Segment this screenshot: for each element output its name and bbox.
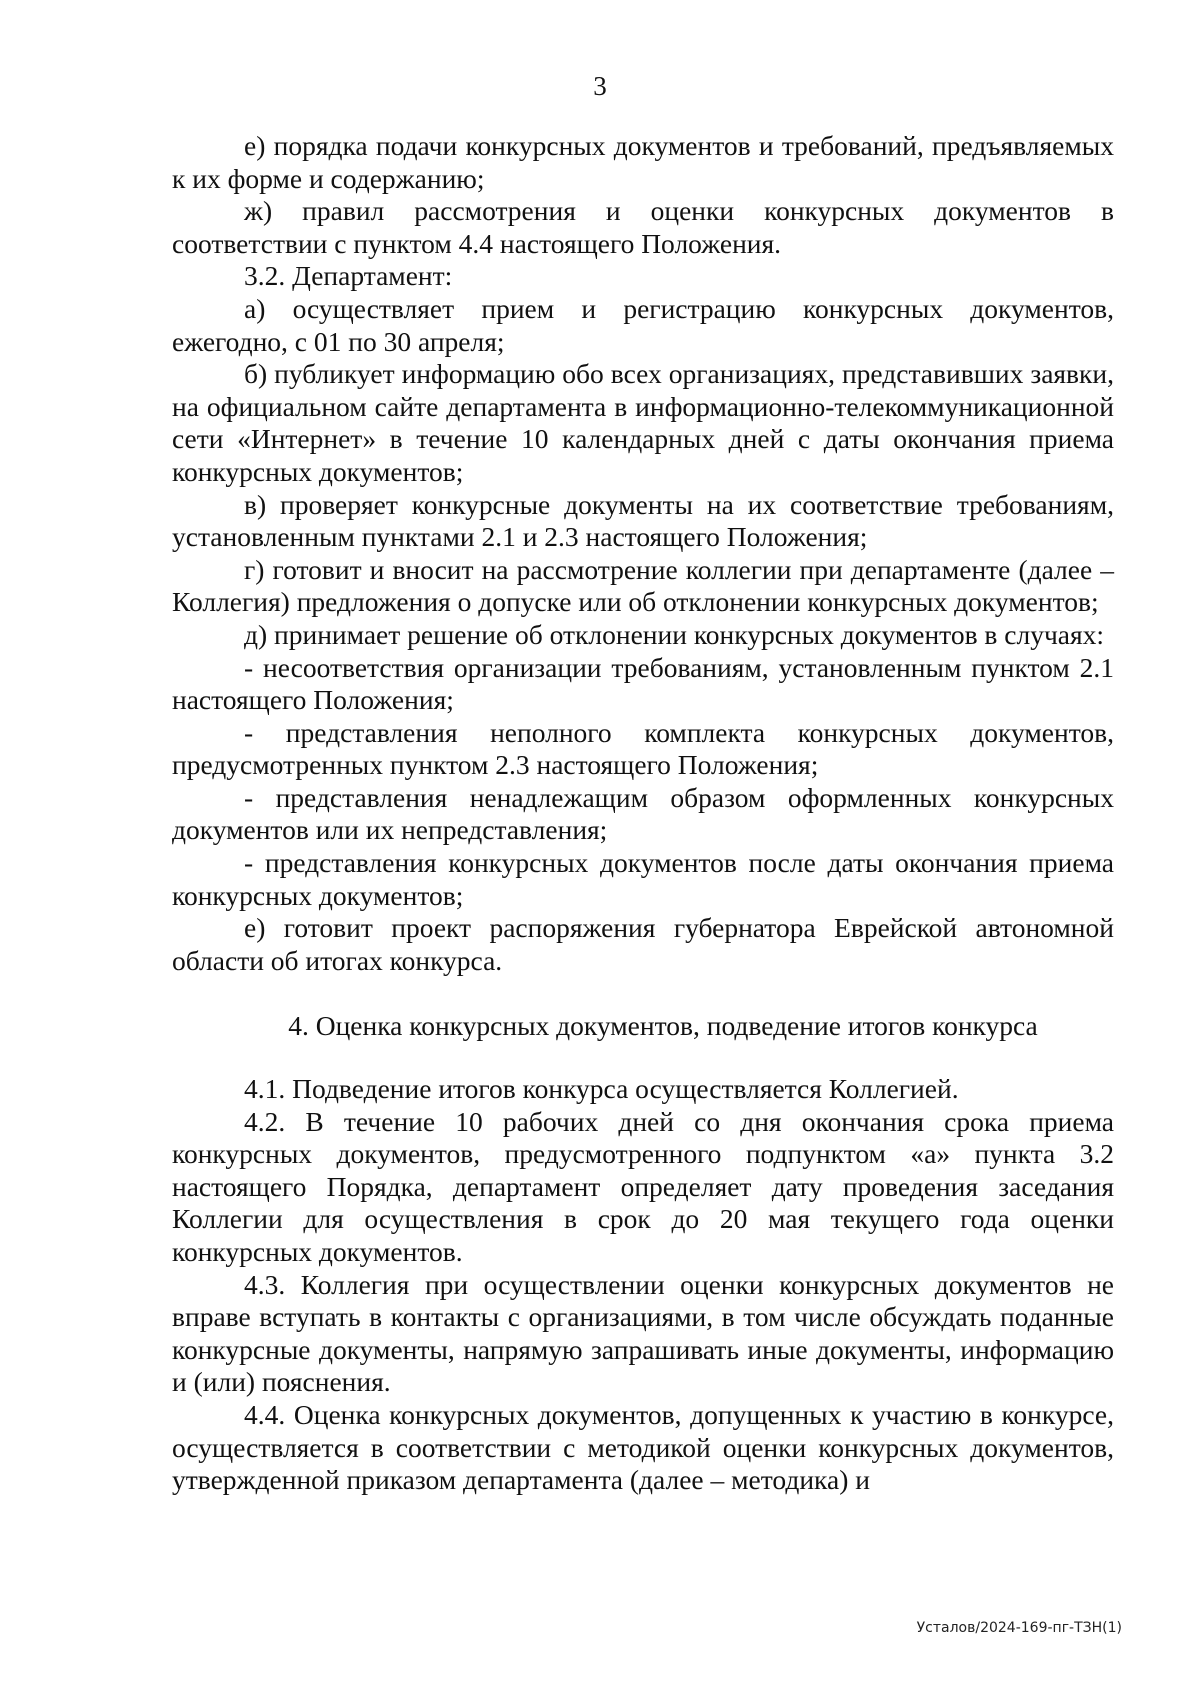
paragraph-item-g: г) готовит и вносит на рассмотрение коллегии при департаменте (далее – Коллегия) предложения о допуске или об отклонении конкурсных документов; bbox=[172, 553, 1114, 618]
paragraph-dash-3: - представления ненадлежащим образом оформленных конкурсных документов или их непредставления; bbox=[172, 781, 1114, 846]
paragraph-item-d: д) принимает решение об отклонении конкурсных документов в случаях: bbox=[244, 618, 1105, 650]
section-heading: 4. Оценка конкурсных документов, подведение итогов конкурса bbox=[288, 1010, 1038, 1042]
document-registration-code: Усталов/2024-169-пг-ТЗН(1) bbox=[916, 1620, 1122, 1636]
paragraph-item-e: е) порядка подачи конкурсных документов и требований, предъявляемых к их форме и содержанию; bbox=[172, 130, 1114, 194]
paragraph-clause-3-2: 3.2. Департамент: bbox=[244, 260, 453, 292]
paragraph-clause-4-3: 4.3. Коллегия при осуществлении оценки конкурсных документов не вправе вступать в контакты с организациями, в том числе обсуждать поданные конкурсные документы, напрямую запрашивать иные документы, информацию и (или) пояснения. bbox=[172, 1268, 1114, 1398]
paragraph-clause-4-4: 4.4. Оценка конкурсных документов, допущенных к участию в конкурсе, осуществляется в соответствии с методикой оценки конкурсных документов, утвержденной приказом департамента (далее – методика) и bbox=[172, 1398, 1114, 1496]
paragraph-item-zh: ж) правил рассмотрения и оценки конкурсных документов в соответствии с пунктом 4.4 настоящего Положения. bbox=[172, 195, 1114, 259]
paragraph-dash-4: - представления конкурсных документов после даты окончания приема конкурсных документов; bbox=[172, 847, 1114, 911]
paragraph-dash-2: - представления неполного комплекта конкурсных документов, предусмотренных пунктом 2.3 настоящего Положения; bbox=[172, 716, 1114, 781]
paragraph-item-v: в) проверяет конкурсные документы на их соответствие требованиям, установленным пунктами 2.1 и 2.3 настоящего Положения; bbox=[172, 488, 1114, 553]
document-body bbox=[172, 130, 1114, 1497]
paragraph-clause-4-2: 4.2. В течение 10 рабочих дней со дня окончания срока приема конкурсных документов, предусмотренного подпунктом «а» пункта 3.2 настоящего Порядка, департамент определяет дату проведения заседания Коллегии для осуществления в срок до 20 мая текущего года оценки конкурсных документов. bbox=[172, 1105, 1114, 1267]
paragraph-clause-4-1: 4.1. Подведение итогов конкурса осуществляется Коллегией. bbox=[244, 1073, 959, 1105]
paragraph-item-a: а) осуществляет прием и регистрацию конкурсных документов, ежегодно, с 01 по 30 апреля; bbox=[172, 292, 1114, 357]
paragraph-item-e2: е) готовит проект распоряжения губернатора Еврейской автономной области об итогах конкурса. bbox=[172, 912, 1114, 976]
page-number: 3 bbox=[593, 71, 607, 101]
paragraph-item-b: б) публикует информацию обо всех организациях, представивших заявки, на официальном сайте департамента в информационно-телекоммуникационной сети «Интернет» в течение 10 календарных дней с даты окончания приема конкурсных документов; bbox=[172, 358, 1114, 487]
paragraph-dash-1: - несоответствия организации требованиям, установленным пунктом 2.1 настоящего Положения; bbox=[172, 651, 1114, 716]
